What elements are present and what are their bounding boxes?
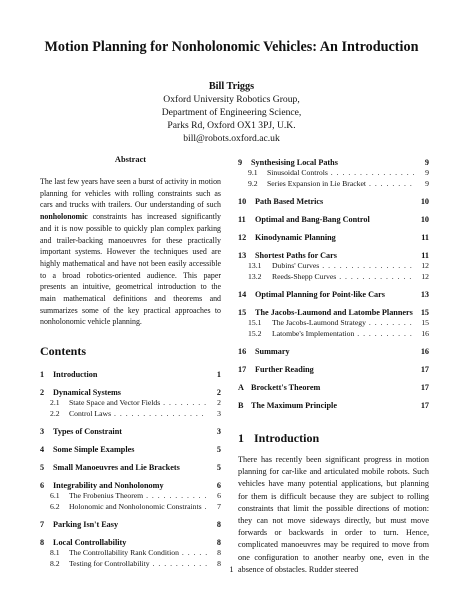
toc-subentry[interactable]	[238, 329, 429, 340]
toc-entry-number: 12	[238, 233, 247, 242]
toc-entry-page: 5	[216, 445, 221, 455]
toc-entry-page: 8	[216, 538, 221, 548]
abstract-heading: Abstract	[114, 155, 147, 164]
toc-subentry-page: 9	[425, 168, 429, 177]
toc-subentry[interactable]	[40, 409, 221, 420]
toc-entry-title: Further Reading	[255, 365, 314, 374]
toc-subentry-title	[272, 329, 415, 340]
toc-subentry-page: 8	[217, 558, 221, 568]
toc-entry[interactable]	[238, 346, 429, 357]
toc-entry-title: Introduction	[53, 370, 98, 380]
intro-text: There has recently been significant progress in motion planning for car-like and articulated mobile robots. Such vehicles have many potential applications, but planning for them is difficult because they are subject to rolling constraints that limit the possible directions of motion: they can not move sideways directly, but must move forwards or backwards in order to turn. Hence, complicated manoeuvres may be required to move from one configuration to another nearby one, even in the absence of obstacles. Rudder steered	[238, 455, 429, 574]
toc-subentry-page: 12	[421, 271, 429, 281]
toc-entry-title: Some Simple Examples	[53, 445, 135, 455]
toc-subentry-number: 15.2	[248, 328, 262, 338]
toc-subentry-number: 9.2	[248, 178, 258, 188]
toc-entry-title: Summary	[255, 347, 290, 356]
author-affiliation-2: Department of Engineering Science,	[161, 107, 302, 118]
toc-entry-number: 17	[238, 365, 247, 374]
toc-entry-page: 3	[216, 427, 221, 437]
toc-entry-number: 13	[238, 251, 247, 260]
toc-entry[interactable]	[238, 214, 429, 225]
toc-entry-page: 11	[421, 233, 429, 242]
toc-entry-number: 11	[238, 215, 246, 224]
toc-left	[40, 369, 221, 569]
toc-subentry-page: 3	[217, 408, 221, 418]
toc-subentry-number: 6.2	[50, 501, 60, 511]
toc-entry-number: B	[238, 401, 244, 410]
author-affiliation-1: Oxford University Robotics Group,	[163, 94, 300, 105]
toc-subentry-page: 15	[421, 318, 429, 327]
toc-subentry-title-text: Control Laws	[69, 408, 112, 418]
abstract-text-bold: nonholonomic	[40, 212, 88, 222]
toc-entry[interactable]	[40, 537, 221, 548]
toc-subentry-title-text: Testing for Controllability	[69, 558, 150, 568]
toc-entry[interactable]	[238, 289, 429, 300]
toc-leader-dots	[143, 491, 207, 500]
toc-entry[interactable]	[40, 369, 221, 380]
toc-subentry[interactable]	[238, 168, 429, 179]
toc-subentry-title-text: Reeds-Shepp Curves	[272, 271, 337, 281]
toc-subentry-title-text: Sinusoidal Controls	[267, 168, 328, 177]
toc-entry-page: 10	[420, 197, 429, 206]
author-block	[40, 80, 423, 145]
toc-subentry-title	[272, 318, 415, 329]
toc-leader-dots	[179, 548, 207, 557]
toc-subentry-title	[69, 491, 207, 502]
toc-entry[interactable]	[238, 250, 429, 261]
toc-subentry-title	[267, 179, 415, 190]
toc-entry-page: 16	[420, 347, 429, 356]
toc-entry-page: 11	[421, 251, 429, 260]
toc-subentry[interactable]	[40, 548, 221, 559]
toc-entry-page: 1	[216, 370, 221, 380]
toc-subentry-title	[69, 398, 207, 409]
toc-subentry-page: 6	[217, 491, 221, 501]
toc-entry-title: Path Based Metrics	[255, 197, 324, 206]
toc-subentry-title-text: Dubins' Curves	[272, 261, 320, 270]
toc-entry-page: 9	[424, 158, 429, 167]
toc-subentry-title-text: Holonomic and Nonholonomic Constraints	[69, 501, 202, 511]
toc-entry-title: Brockett's Theorem	[251, 383, 321, 392]
toc-entry[interactable]	[238, 400, 429, 411]
toc-leader-dots	[366, 179, 415, 188]
toc-entry-number: 8	[40, 538, 45, 548]
paper-title: Motion Planning for Nonholonomic Vehicles: An Introduction	[44, 39, 419, 55]
toc-subentry-title-text: State Space and Vector Fields	[69, 398, 161, 408]
toc-entry-number: 10	[238, 197, 247, 206]
toc-subentry-number: 8.2	[50, 558, 60, 568]
toc-entry[interactable]	[40, 462, 221, 473]
toc-subentry[interactable]	[40, 502, 221, 513]
toc-subentry-title-text: The Frobenius Theorem	[69, 491, 144, 501]
toc-subentry-title	[69, 409, 207, 420]
intro-section-number: 1	[238, 431, 244, 445]
toc-entry-number: 6	[40, 481, 45, 491]
page-number: 1	[229, 565, 234, 574]
toc-entry-number: 1	[40, 370, 45, 380]
intro-section-title: Introduction	[254, 431, 320, 445]
toc-subentry-page: 16	[421, 328, 429, 338]
toc-subentry-number: 2.2	[50, 408, 60, 418]
toc-entry-number: 15	[238, 308, 247, 317]
toc-subentry-title	[267, 168, 415, 179]
toc-entry-page: 17	[420, 365, 429, 374]
right-column	[238, 157, 429, 576]
toc-entry-title: The Jacobs-Laumond and Latombe Planners	[255, 308, 413, 317]
toc-subentry-number: 9.1	[248, 168, 258, 177]
toc-entry[interactable]	[40, 480, 221, 491]
toc-subentry-page: 8	[217, 548, 221, 558]
toc-entry-title: The Maximum Principle	[251, 401, 337, 410]
abstract-text-part-b: constraints has increased significantly and it is now possible to quickly plan complex parking and trailer-backing manoeuvres for these practically important systems. However the techniques used are highly mathematical and have not been easily accessible to a broad robotics-oriented audience. This paper presents an intuitive, geometrical introduction to the main mathematical definitions and theorems and summarizes some of the key practical approaches to nonholonomic vehicle planning.	[40, 212, 221, 327]
toc-entry-title: Shortest Paths for Cars	[255, 251, 337, 260]
toc-subentry-number: 2.1	[50, 398, 60, 408]
toc-entry-title: Kinodynamic Planning	[255, 233, 336, 242]
toc-entry[interactable]	[238, 196, 429, 207]
toc-entry-title: Types of Constraint	[53, 427, 122, 437]
left-column	[40, 155, 221, 569]
toc-right	[238, 157, 429, 411]
toc-subentry-number: 13.2	[248, 271, 262, 281]
toc-entry-page: 6	[216, 481, 221, 491]
toc-subentry[interactable]	[40, 491, 221, 502]
abstract-text-part-a: The last few years have seen a burst of activity in motion planning for vehicles with rolling constraints such as cars and trucks with trailers. Our understanding of such	[40, 177, 221, 210]
toc-entry[interactable]	[238, 232, 429, 243]
toc-entry[interactable]	[40, 426, 221, 437]
toc-subentry-number: 15.1	[248, 318, 262, 327]
toc-entry-page: 17	[420, 401, 429, 410]
toc-subentry-page: 7	[217, 501, 221, 511]
toc-subentry-page: 9	[425, 178, 429, 188]
toc-leader-dots	[336, 272, 415, 281]
abstract-text	[40, 176, 221, 328]
toc-entry-page: 15	[420, 308, 429, 317]
toc-entry-page: 10	[420, 215, 429, 224]
toc-entry[interactable]	[238, 157, 429, 168]
toc-entry-title: Dynamical Systems	[53, 388, 121, 398]
toc-entry-title: Optimal Planning for Point-like Cars	[255, 290, 385, 299]
author-affiliation-3: Parks Rd, Oxford OX1 3PJ, U.K.	[167, 120, 296, 131]
toc-entry-title: Local Controllability	[53, 538, 127, 548]
toc-entry-number: 4	[40, 445, 45, 455]
intro-heading	[238, 431, 429, 446]
toc-subentry-number: 8.1	[50, 548, 60, 558]
toc-entry-number: 16	[238, 347, 247, 356]
toc-subentry-number: 6.1	[50, 491, 60, 501]
toc-subentry[interactable]	[238, 318, 429, 329]
toc-entry-title: Small Manoeuvres and Lie Brackets	[53, 463, 180, 473]
toc-entry-page: 5	[216, 463, 221, 473]
toc-entry[interactable]	[238, 382, 429, 393]
toc-entry[interactable]	[40, 519, 221, 530]
toc-entry-number: A	[238, 383, 244, 392]
toc-subentry-title	[272, 272, 415, 283]
toc-subentry-title-text: Series Expansion in Lie Bracket	[267, 178, 367, 188]
toc-entry[interactable]	[238, 364, 429, 375]
toc-entry-title: Integrability and Nonholonomy	[53, 481, 164, 491]
toc-entry[interactable]	[40, 444, 221, 455]
toc-subentry-title	[69, 502, 207, 513]
toc-entry-page: 17	[420, 383, 429, 392]
toc-entry-title: Optimal and Bang-Bang Control	[255, 215, 370, 224]
toc-entry-number: 5	[40, 463, 45, 473]
toc-leader-dots	[366, 318, 415, 327]
toc-entry-number: 9	[238, 158, 243, 167]
toc-leader-dots	[160, 398, 207, 407]
toc-leader-dots	[111, 409, 207, 418]
toc-subentry-title	[272, 261, 415, 272]
toc-subentry[interactable]	[40, 398, 221, 409]
author-name: Bill Triggs	[208, 81, 255, 92]
toc-subentry[interactable]	[238, 272, 429, 283]
toc-entry-number: 3	[40, 427, 45, 437]
toc-entry-title: Parking Isn't Easy	[53, 520, 119, 530]
contents-heading: Contents	[40, 344, 87, 359]
toc-entry-page: 13	[420, 290, 429, 299]
toc-subentry-page: 12	[421, 261, 429, 270]
toc-subentry-title-text: The Controllability Rank Condition	[69, 548, 179, 558]
toc-subentry-page: 2	[217, 398, 221, 408]
toc-entry[interactable]	[238, 307, 429, 318]
toc-entry-number: 7	[40, 520, 45, 530]
author-email: bill@robots.oxford.ac.uk	[183, 133, 280, 144]
toc-subentry-title	[69, 548, 207, 559]
toc-entry[interactable]	[40, 387, 221, 398]
toc-subentry-title-text: The Jacobs-Laumond Strategy	[272, 318, 366, 327]
toc-subentry-title-text: Latombe's Implementation	[272, 328, 355, 338]
toc-entry-number: 14	[238, 290, 247, 299]
toc-subentry-number: 13.1	[248, 261, 262, 270]
toc-entry-page: 2	[216, 388, 221, 398]
toc-entry-title: Synthesising Local Paths	[251, 158, 338, 167]
toc-leader-dots	[328, 168, 415, 177]
toc-subentry[interactable]	[238, 261, 429, 272]
toc-entry-page: 8	[216, 520, 221, 530]
toc-leader-dots	[319, 261, 415, 270]
toc-entry-number: 2	[40, 388, 45, 398]
toc-leader-dots	[354, 329, 415, 338]
toc-subentry[interactable]	[238, 179, 429, 190]
